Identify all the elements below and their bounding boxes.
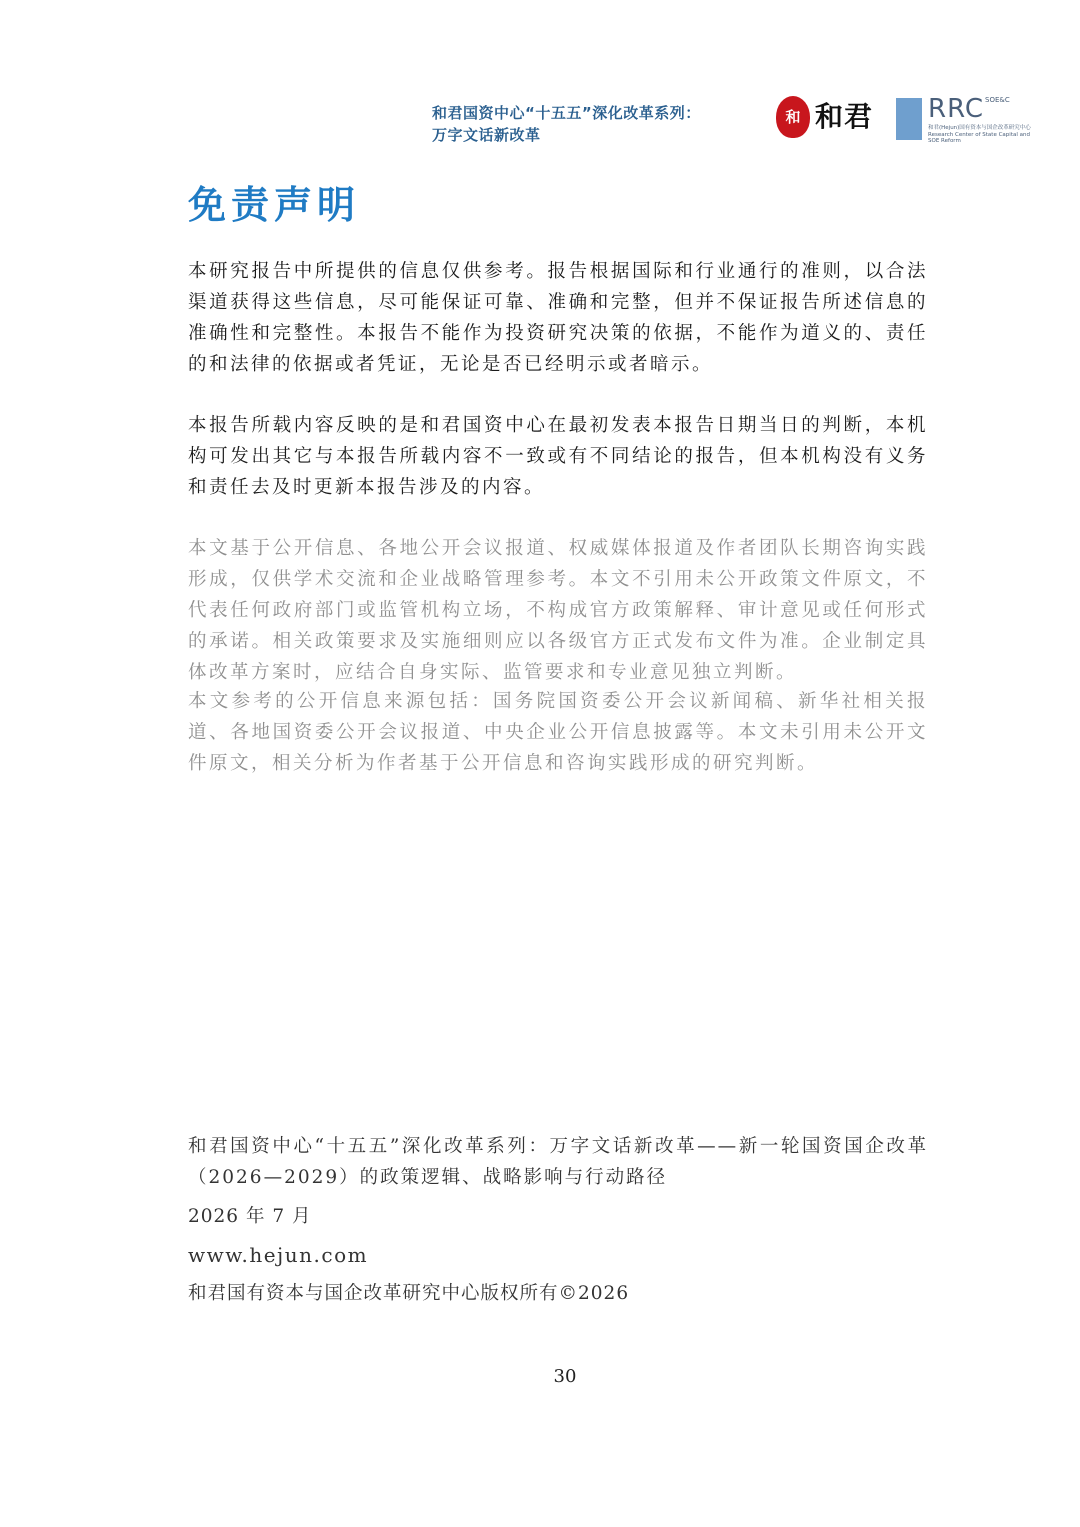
disclaimer-paragraph-1: 本研究报告中所提供的信息仅供参考。报告根据国际和行业通行的准则，以合法渠道获得这些信息，尽可能保证可靠、准确和完整，但并不保证报告所述信息的准确性和完整性。本报告不能作为投资研究决策的依据，不能作为道义的、责任的和法律的依据或者凭证，无论是否已经明示或者暗示。 (188, 261, 928, 375)
hejun-seal-logo: 和 (776, 96, 810, 138)
website-link[interactable]: www.hejun.com (188, 1243, 369, 1267)
series-title-line1: 和君国资中心“十五五”深化改革系列： (432, 104, 701, 122)
rrc-logo-text: RRC (928, 94, 984, 124)
series-title (432, 102, 701, 146)
publish-date: 2026 年 7 月 (188, 1206, 312, 1227)
disclaimer-paragraph-2: 本报告所载内容反映的是和君国资中心在最初发表本报告日期当日的判断，本机构可发出其它与本报告所载内容不一致或有不同结论的报告，但本机构没有义务和责任去及时更新本报告涉及的内容。 (188, 415, 928, 498)
page-number: 30 (553, 1366, 577, 1387)
source-note-1: 本文基于公开信息、各地公开会议报道、权威媒体报道及作者团队长期咨询实践形成，仅供学术交流和企业战略管理参考。本文不引用未公开政策文件原文，不代表任何政府部门或监管机构立场，不构成官方政策解释、审计意见或任何形式的承诺。相关政策要求及实施细则应以各级官方正式发布文件为准。企业制定具体改革方案时，应结合自身实际、监管要求和专业意见独立判断。 (188, 538, 928, 683)
page-header (432, 96, 1032, 156)
copyright-notice: 和君国有资本与国企改革研究中心版权所有©2026 (188, 1283, 630, 1304)
hejun-logo-text: 和君 (815, 100, 874, 133)
rrc-logo-block (896, 98, 922, 140)
rrc-logo-subtitle: 和君(Hejun)国有资本与国企改革研究中心 Research Center of State Capital and SOE Reform (928, 125, 1031, 144)
report-full-title: 和君国资中心“十五五”深化改革系列：万字文话新改革——新一轮国资国企改革（2026—2029）的政策逻辑、战略影响与行动路径 (188, 1136, 928, 1188)
series-title-line2: 万字文话新改革 (432, 126, 541, 144)
page-title: 免责声明 (188, 182, 361, 227)
source-note-2: 本文参考的公开信息来源包括：国务院国资委公开会议新闻稿、新华社相关报道、各地国资委公开会议报道、中央企业公开信息披露等。本文未引用未公开文件原文，相关分析为作者基于公开信息和咨询实践形成的研究判断。 (188, 691, 928, 774)
rrc-logo-superscript: SOE&C (985, 96, 1010, 104)
